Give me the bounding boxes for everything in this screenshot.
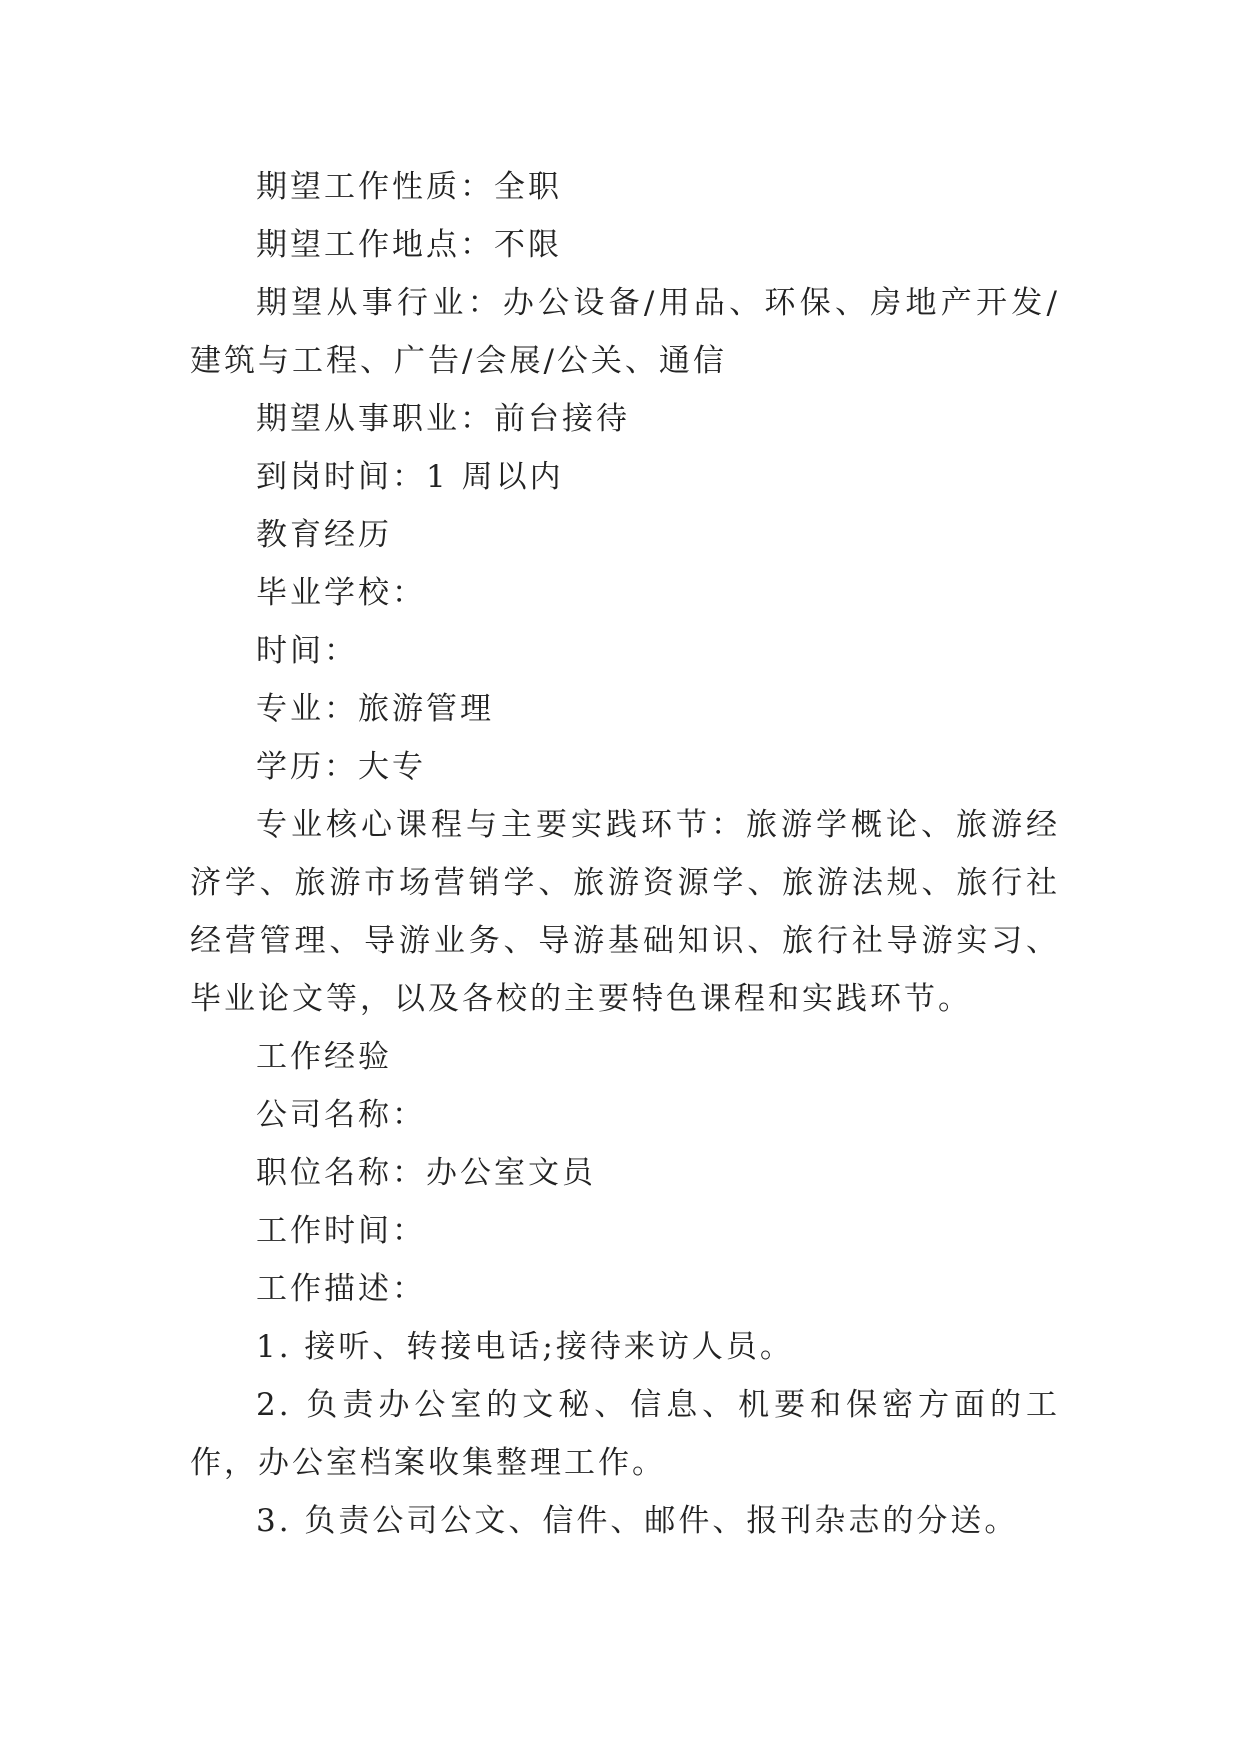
education-time: 时间： [256, 633, 358, 669]
expected-industry: 期望从事行业：办公设备/用品、环保、房地产开发/建筑与工程、广告/会展/公关、通信 [190, 285, 1060, 379]
major: 专业：旅游管理 [256, 691, 494, 727]
document-body [190, 158, 1060, 1550]
start-availability: 到岗时间：1 周以内 [256, 459, 564, 495]
work-experience-heading: 工作经验 [256, 1039, 392, 1075]
company-name: 公司名称： [256, 1097, 426, 1133]
expected-job-type: 期望工作性质：全职 [256, 169, 562, 205]
work-period: 工作时间： [256, 1213, 426, 1249]
duty-item-3: 3. 负责公司公文、信件、邮件、报刊杂志的分送。 [256, 1503, 1019, 1539]
job-description-label: 工作描述： [256, 1271, 426, 1307]
expected-work-location: 期望工作地点：不限 [256, 227, 562, 263]
duty-item-1: 1. 接听、转接电话;接待来访人员。 [256, 1329, 794, 1365]
core-courses: 专业核心课程与主要实践环节：旅游学概论、旅游经济学、旅游市场营销学、旅游资源学、旅游法规、旅行社经营管理、导游业务、导游基础知识、旅行社导游实习、毕业论文等，以及各校的主要特色课程和实践环节。 [190, 807, 1060, 1017]
education-heading: 教育经历 [256, 517, 392, 553]
expected-occupation: 期望从事职业：前台接待 [256, 401, 630, 437]
degree: 学历：大专 [256, 749, 426, 785]
duty-item-2: 2. 负责办公室的文秘、信息、机要和保密方面的工作，办公室档案收集整理工作。 [190, 1387, 1060, 1481]
graduate-school: 毕业学校： [256, 575, 426, 611]
job-title: 职位名称：办公室文员 [256, 1155, 596, 1191]
